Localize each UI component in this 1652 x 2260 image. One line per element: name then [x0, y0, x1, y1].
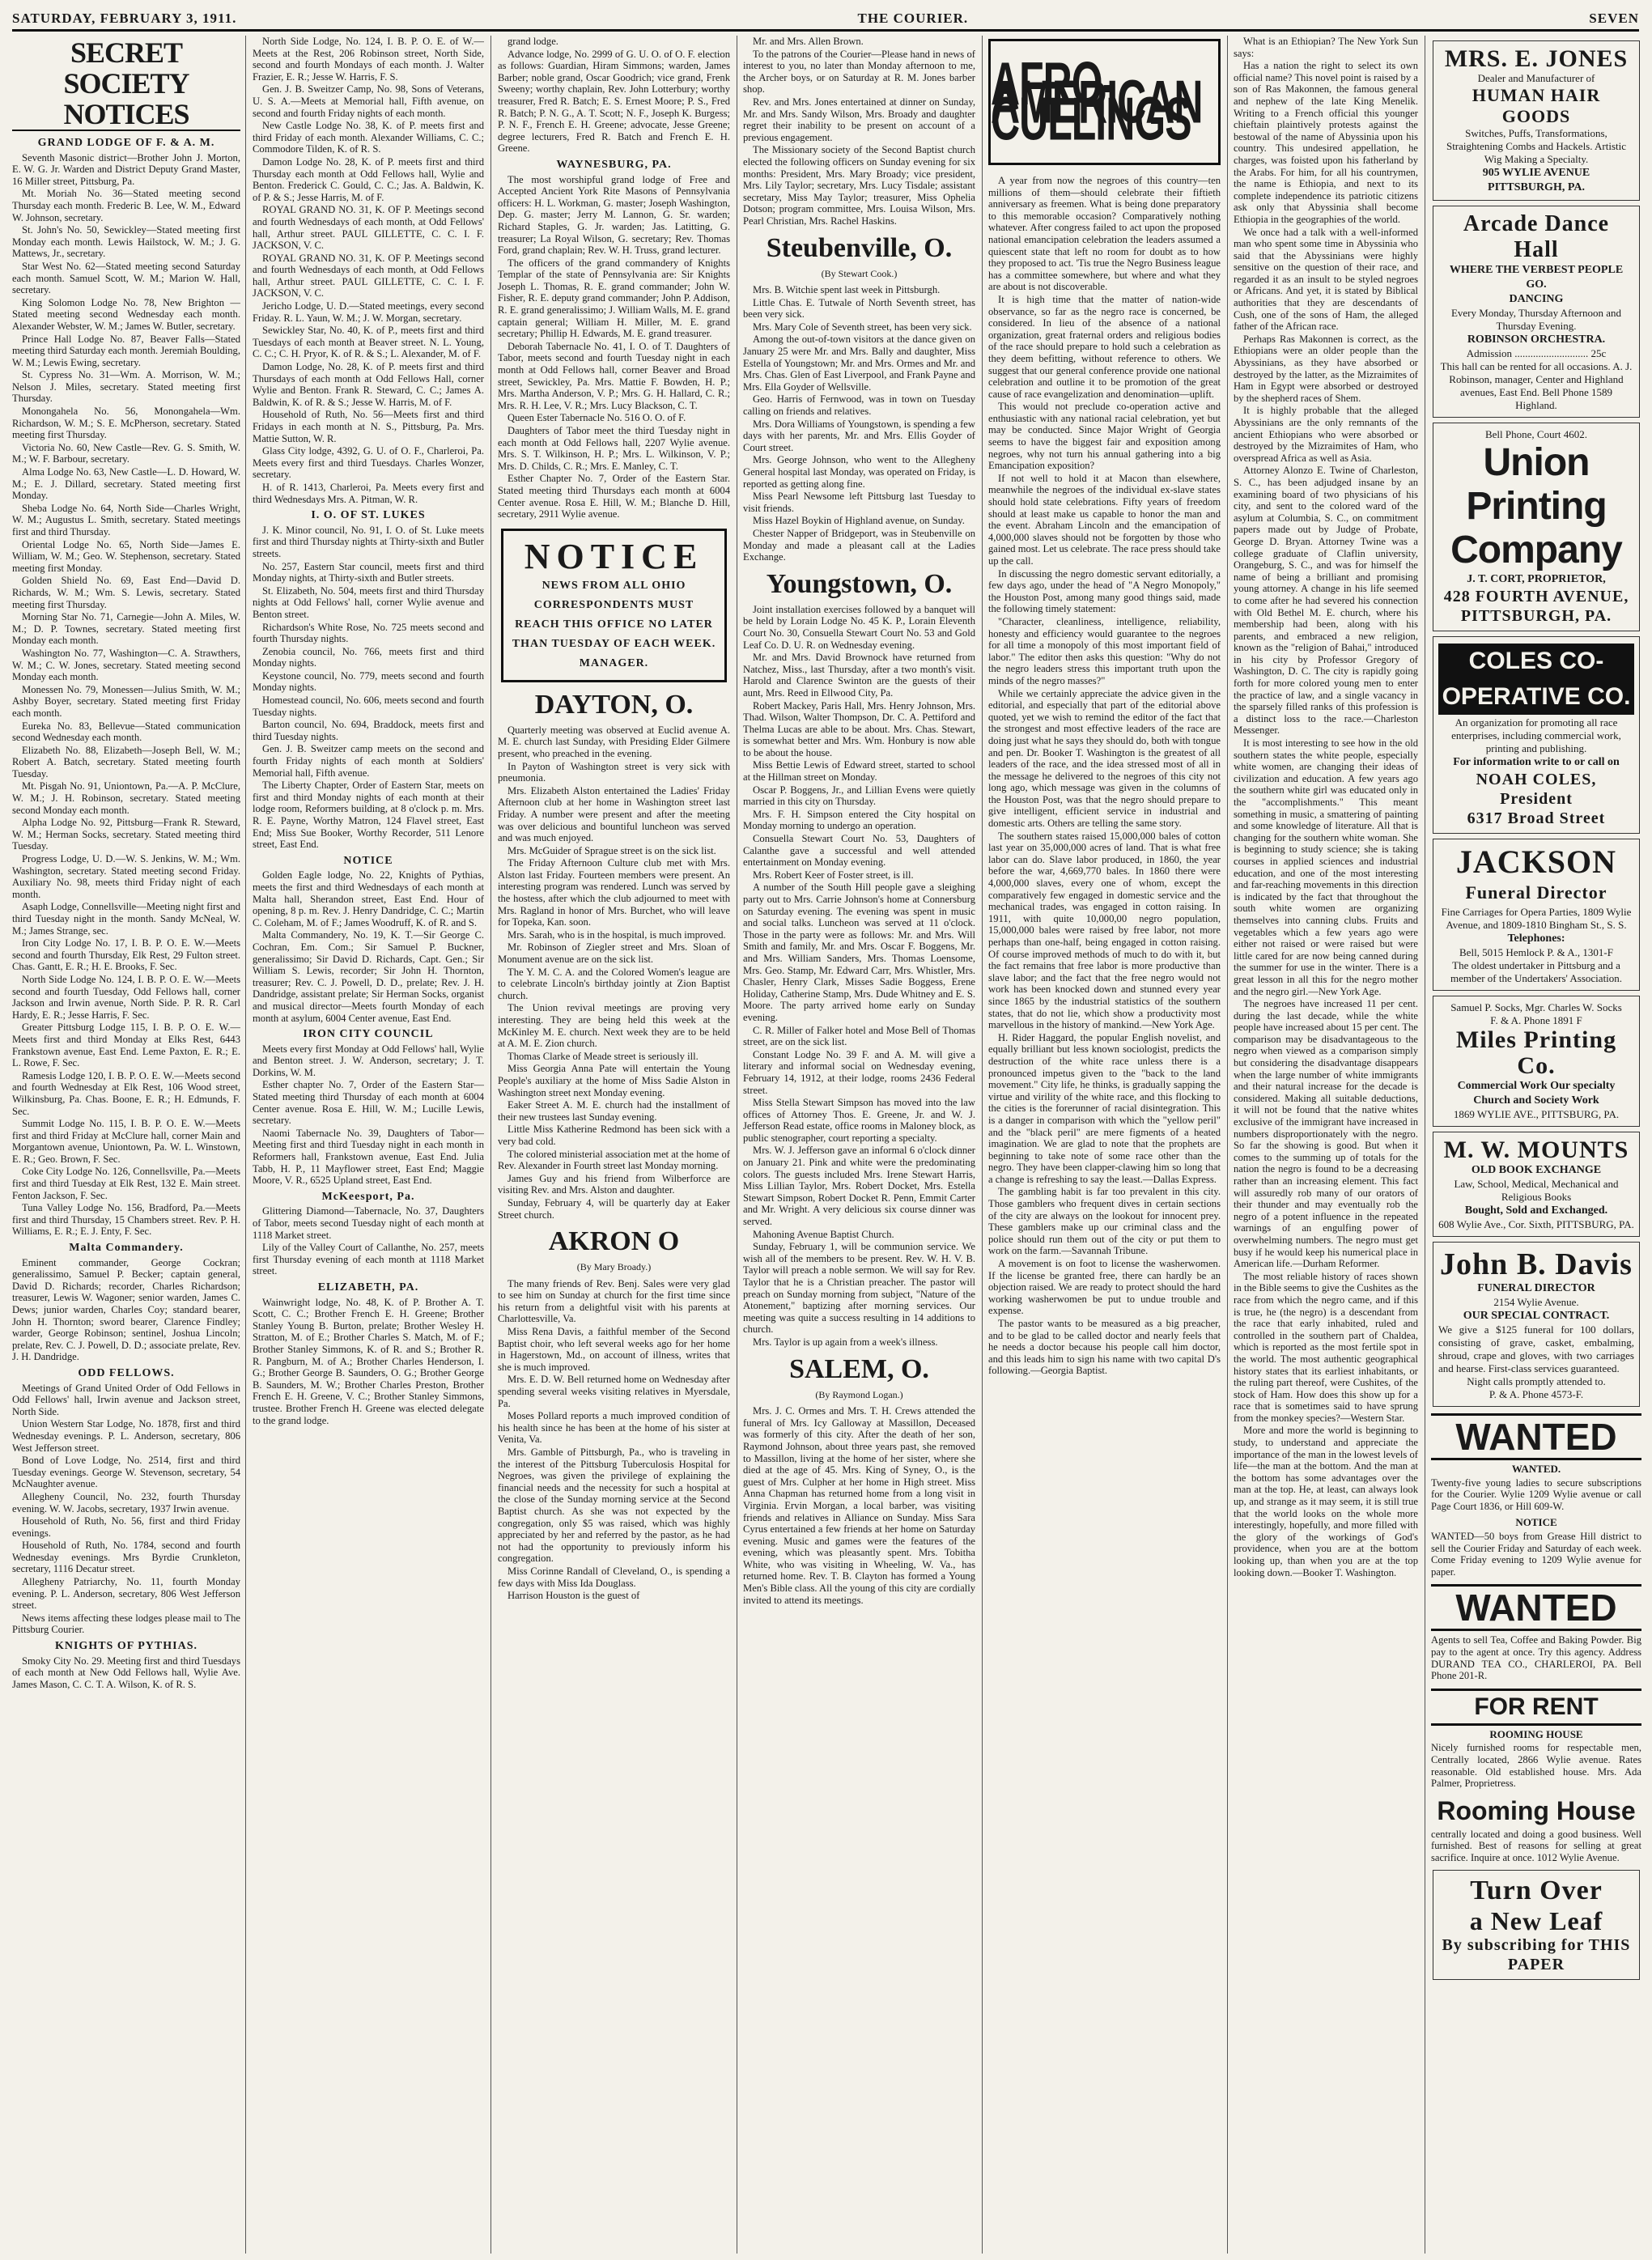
ad-line: We give a $125 funeral for 100 dollars, consisting of grave, casket, embalming, shroud, crape and gloves, with two carriages and hearse. First-class services guaranteed. — [1438, 1323, 1634, 1374]
ad-line: Fine Carriages for Opera Parties, 1809 Wylie Avenue, and 1809-1810 Bingham St., S. S. — [1441, 906, 1632, 931]
paragraph: Sunday, February 1, will be communion service. We wish all of the members to be present. Rev. W. H. V. B. Taylor will preach a noble sermon. We will say for Rev. Taylor that he is a Christian preacher. The pastor will preach on Sunday morning from subject, "Nature of the Atonement," baptizing after morning services. Our meeting was quite a success resulting in 14 additions to church. — [743, 1241, 975, 1336]
paragraph: Esther Chapter No. 7, Order of the Eastern Star. Stated meeting third Thursdays each month at 6004 Center avenue. Rosa E. Hill, W. M.; Blanche D. Hill, secretary, 2911 Wylie avenue. — [498, 473, 730, 520]
paragraph: The many friends of Rev. Benj. Sales were very glad to see him on Sunday at church for the first time since his return from a delightful visit with his parents at Charlottesville, Va. — [498, 1277, 730, 1325]
paragraph: Miss Corinne Randall of Cleveland, O., is spending a few days with Miss Ida Douglass. — [498, 1565, 730, 1589]
paragraph: It is highly probable that the alleged Abyssinians are the only remnants of the ancient Ethiopians who were absorbed or destroyed by the Mizraimites of Ham, who overspread Africa as well as Asia. — [1234, 405, 1418, 464]
ad-line: P. & A. Phone 4573-F. — [1488, 1388, 1584, 1400]
paragraph: ROYAL GRAND NO. 31, K. OF P. Meetings second and fourth Wednesdays of each month, at Odd Fellows hall, Arthur street. PAUL GILLETTE, C. C. I. F. JACKSON, V. C. — [253, 252, 484, 299]
paragraph: Joint installation exercises followed by a banquet will be held by Lorain Lodge No. 45 K. P., Lorain Eleventh Court No. 30, Consuella Stewart Court No. 53 and Gold Leaf Co. D. U. R. on Wednesday evening. — [743, 603, 975, 651]
paragraph: Eureka No. 83, Bellevue—Stated communication second Wednesday each month. — [12, 720, 240, 744]
paragraph: Mt. Pisgah No. 91, Uniontown, Pa.—A. P. McClure, W. M.; J. H. Robinson, secretary. Stated meeting second Monday each month. — [12, 780, 240, 816]
paragraph: Mr. and Mrs. David Brownock have returned from Natchez, Miss., last Thursday, after a two month's visit. Harold and Clarence Swinton are the guests of their aunt, Mrs. Reed in Ellwood City, Pa. — [743, 652, 975, 699]
column-afro-american-cullings — [988, 36, 1221, 2254]
paragraph: Mt. Moriah No. 36—Stated meeting second Thursday each month. Frederic B. Lee, W. M., Edward W. Johnson, secretary. — [12, 188, 240, 223]
paragraph: H. Rider Haggard, the popular English novelist, and equally brilliant but less known sociologist, predicts the destruction of the white race unless there is a pronounced impetus given to the "back to the land movement." City life, he thinks, is gradually sapping the virtue and virility of the white race, and this flocking to the cities is the forerunner of racial disintegration. This is a danger in comparison with which the "yellow peril" and the "black peril" are mere figments of a heated imagination. We are glad to note that the prophets are beginning to take note of some race other than the negro. They have been clapper-clawing him so long that a change is refreshing to say the least.—Dallas Express. — [988, 1031, 1221, 1185]
paragraph: Damon Lodge, No. 28, K. of P. meets first and third Thursdays of each month at Odd Fellows Hall, corner Wylie and Benton. Frank R. Steward, C. C.; James A. Baldwin, K. of R. & S.; Jesse W. Harris, M. of F. — [253, 361, 484, 408]
ad-miles-printing — [1433, 996, 1640, 1127]
paragraph: Golden Eagle lodge, No. 22, Knights of Pythias, meets the first and third Wednesdays of each month at Malta hall, Sherandon street, East End. Hour of opening, 8 p. m. Rev. J. Henry Dandridge, C. C.; Martin C. Coleham, M. of F.; James Woodruff, K. of R. and S. — [253, 869, 484, 928]
paragraph: More and more the world is beginning to study, to understand and appreciate the importance of the man in the lowest levels of life—the man at the bottom. And the man at the bottom has some advantages over the man at the top. He, at least, can always look up, and strange as it may seem, it is still true that the world looks on the whole more interestingly, hopefully, and more filled with the glory of the workings of God's providence, when you are at the bottom looking up, than when you are at the top looking down.—Booker T. Washington. — [1234, 1425, 1418, 1578]
article-body — [253, 1205, 484, 1277]
paragraph: Meets every first Monday at Odd Fellows' hall, Wylie and Benton street. J. W. Anderson, secretary; J. T. Dorkins, W. M. — [253, 1043, 484, 1078]
paragraph: Golden Shield No. 69, East End—David D. Richards, W. M.; Wm. S. Lewis, secretary. Stated meeting first Thursday. — [12, 575, 240, 610]
ad-line: Bought, Sold and Exchanged. — [1464, 1204, 1608, 1217]
ad-line: 905 WYLIE AVENUE — [1482, 167, 1590, 179]
ad-line: For information write to or call on — [1453, 756, 1620, 768]
paragraph: Perhaps Ras Makonnen is correct, as the Ethiopians were an older people than the Abyssinians, as they have absorbed or destroyed by the latter, as the Mizraimites of Ham in Egypt were absorbed or destroyed by the shepherd races of Shem. — [1234, 333, 1418, 404]
dateline-heading: Steubenville, O. — [766, 232, 953, 263]
paragraph: Mrs. Dora Williams of Youngstown, is spending a few days with her parents, Mr. and Mrs. Ellis Goyder of Court street. — [743, 418, 975, 453]
ad-line: NOAH COLES, President — [1476, 771, 1597, 808]
paragraph: Eminent commander, George Cockran; generalissimo, Samuel P. Becker; captain general, David D. Richards; recorder, Charles Richardson; treasurer, Lewis W. Wagoner; senior warden, James C. Dews; junior warden, Charles Coy; standard bearer, John H. Thornton; sword bearer, Clarence Findley; warder, George Robinson; sentinel, Joshua Lincoln; prelate, Rev. C. J. Powell, D. D.; associate prelate, Rev. J. H. Dandridge. — [12, 1256, 240, 1363]
paragraph: ROYAL GRAND NO. 31, K. OF P. Meetings second and fourth Wednesdays of each month, at Odd Fellows' hall, Arthur street. PAUL GILLETTE, C. C. I. F. JACKSON, V. C. — [253, 204, 484, 252]
article-body — [253, 525, 484, 851]
rooming-house-heading: Rooming House — [1437, 1795, 1636, 1825]
ad-line: PITTSBURGH, PA. — [1488, 181, 1585, 193]
paragraph: James Guy and his friend from Wilberforce are visiting Rev. and Mrs. Alston and daughter. — [498, 1172, 730, 1196]
paragraph: The Liberty Chapter, Order of Eastern Star, meets on first and third Monday nights of each month at their lodge room, Reformers building, at 8 o'clock p. m. Mrs. R. E. Payne, Worthy Matron, 124 Flavel street, East End; Miss Sue Booker, Worthy Recorder, 511 Lenore street, East End. — [253, 780, 484, 851]
classified-heading: ROOMING HOUSE — [1489, 1727, 1583, 1740]
paragraph: A year from now the negroes of this country—ten millions of them—should celebrate their fiftieth anniversary as freemen. What is being done preparatory to this memorable occasion? Comparatively nothing whatever. After congress failed to act upon the proposed national emancipation celebration the leaders assumed a quiescent state that left no room for doubt as to how they proposed to act. 'Tis true the Negro Business league has a committee somewhere, but where and what they are about is not discoverable. — [988, 175, 1221, 293]
paragraph: Gen. J. B. Sweitzer Camp, No. 98, Sons of Veterans, U. S. A.—Meets at Memorial hall, Fifth avenue, on second and fourth Friday nights of each month. — [253, 83, 484, 119]
article-body — [12, 1257, 240, 1363]
paragraph: The negroes have increased 11 per cent. during the last decade, while the white people have increased about 15 per cent. The comparison may be disadvantageous to the negro when viewed as a comparison simply but considering the disadvantage disappears when the large number of white immigrants and their natural increase for the decade is considered. Making all suitable deductions, it will not be found that the native whites exclusive of the immigrant have increased in numbers disproportionately with the negro. So far the showing is good. But when it comes to the summing up of totals for the nation the negro is found to be a decreasing rather than an increasing element. This fact will assuredly rob many of our orators of their thunder and may eventually rob the negro of a potent influence in the repeated warnings of an engulfing power of overwhelming numbers. The negro must get busy if he would keep his numerical place in American life.—Durham Reformer. — [1234, 998, 1418, 1270]
ad-line: WHERE THE VERBEST PEOPLE GO. — [1449, 264, 1624, 291]
ad-title: MRS. E. JONES — [1444, 45, 1629, 72]
paragraph: Naomi Tabernacle No. 39, Daughters of Tabor—Meeting first and third Tuesday night in each month in Reformers hall, Frankstown avenue, East End. Julia Tabb, H. P., 11 Mayflower street, East End; Maggie Moore, V. R., 6525 Upland street, East End. — [253, 1127, 484, 1187]
ad-line: Night calls promptly attended to. — [1467, 1375, 1606, 1387]
paragraph: It is most interesting to see how in the old southern states the white people, especially white women, are changing their ideas of civilization and education. A few years ago the southern white girl was educated only in the "accomplishments." This meant something in music, a smattering of painting and some knowledge of literature. All that is changing for the southern white woman. She is beginning to study science; she is taking courses in applied sciences and industrial education, and one of the most interesting and far-reaching movements in this direction is indicated by the fact that throughout the south white women are organizing themselves into canning clubs. Fruits and vegetables which a few years ago were either not raised or were raised but were little cared for are now being canned during the summer for use in the winter. There is a great lesson in all this for the negro mother and the negro girl.—New York Age. — [1234, 737, 1418, 997]
ad-line: Bell Phone, Court 4602. — [1484, 428, 1588, 440]
ad-line: An organization for promoting all race enterprises, including commercial work, printing and publishing. — [1451, 716, 1621, 754]
masthead-date: SATURDAY, FEBRUARY 3, 1911. — [12, 11, 237, 26]
paragraph: Oscar P. Boggens, Jr., and Lillian Evens were quietly married in this city on Thursday. — [743, 784, 975, 808]
article-body — [253, 36, 484, 505]
paragraph: Household of Ruth, No. 1784, second and fourth Wednesday evenings. Mrs Byrdie Crunkleton, secretary, 1116 Decatur street. — [12, 1540, 240, 1575]
paragraph: Daughters of Tabor meet the third Tuesday night in each month at Odd Fellows hall, 2207 Wylie avenue. Mrs. S. T. Wilkinson, H. P.; Mrs. L. Wilkinson, V. P.; Mrs. D. Childs, C. R.; Mrs. E. Manley, C. T. — [498, 425, 730, 472]
ad-mounts-book-exchange — [1433, 1132, 1640, 1237]
ad-line: Law, School, Medical, Mechanical and Religious Books — [1454, 1178, 1619, 1203]
ad-line: Dealer and Manufacturer of — [1477, 72, 1595, 84]
paragraph: Glass City lodge, 4392, G. U. of O. F., Charleroi, Pa. Meets every first and third Tuesdays. Charles Wonzer, secretary. — [253, 445, 484, 481]
paragraph: The gambling habit is far too prevalent in this city. Those gamblers who frequent dives in certain sections of the city are always on the lookout for innocent prey. These gamblers make up our criminal class and the police should run them out of the city or put them to work on the farm.—Savannah Tribune. — [988, 1186, 1221, 1257]
ad-line: F. & A. Phone 1891 F — [1490, 1014, 1582, 1026]
paragraph: Summit Lodge No. 115, I. B. P. O. E. W.—Meets first and third Friday at McClure hall, corner Main and Morgantown avenue, Uniontown, Pa. W. L. Winstown, E. R.; Geo. Brown, F. Sec. — [12, 1118, 240, 1165]
paragraph: Smoky City No. 29. Meeting first and third Tuesdays of each month at New Odd Fellows hall, Wylie Ave. James Mason, C. C. T. A. Wilson, K. of R. S. — [12, 1655, 240, 1690]
paragraph: J. K. Minor council, No. 91, I. O. of St. Luke meets first and third Thursday nights at Thirty-sixth and Butler streets. — [253, 524, 484, 559]
masthead-paper-name: THE COURIER. — [857, 11, 969, 26]
ad-title: JACKSON — [1455, 843, 1617, 880]
classified-text: centrally located and doing a good business. Well furnished. Best of reasons for selling at great sacrifice. Inquire at once. 1012 Wylie Avenue. — [1431, 1828, 1641, 1863]
article-body — [743, 1405, 975, 1606]
paragraph: North Side Lodge No. 124, I. B. P. O. E. W.—Meets second and fourth Tuesday, Odd Fellows hall, corner Jackson and Irwin avenue, North Side. P. R. R. Carl Hardy, E. R.; Jesse Harris, F. Sec. — [12, 973, 240, 1021]
ad-line: 608 Wylie Ave., Cor. Sixth, PITTSBURG, PA. — [1438, 1218, 1634, 1230]
paragraph: Mrs. J. C. Ormes and Mrs. T. H. Crews attended the funeral of Mrs. Icy Galloway at Massillon, Deceased was formerly of this city. After the death of her son, Raymond Johnson, about three years past, she removed to Massillon, living at the home of her sister, where she died at the age of 45. Mrs. King of Syney, O., is the guest of Mrs. Culpher at her home in High street. Miss Anna Chapman has returned home from a long visit in Virginia. Ervin Morgan, a local barber, was visiting friends and relatives in Alliance on Sunday. Miss Sara Cyrus entertained a few friends at her home on Saturday evening. Music and games were the features of the evening, which was pleasantly spent. Mrs. Tobitha White, who was visiting in Wheeling, W. Va., has returned home. Rev. T. B. Clayton has formed a Young Men's Bible class. All the young of this city are cordially invited to attend its meetings. — [743, 1405, 975, 1606]
paragraph: Prince Hall Lodge No. 87, Beaver Falls—Stated meeting third Saturday each month. Jeremiah Boulding, W. M.; Lewis Ewing, secretary. — [12, 333, 240, 368]
ad-line: Every Monday, Thursday Afternoon and Thursday Evening. — [1450, 307, 1622, 332]
paragraph: "Character, cleanliness, intelligence, reliability, honesty and efficiency would guarantee to the negroes for all time a monopoly of this most important field of labor." The editor then asks this question: "Why do not the negro leaders stress this important truth upon the minds of the negro masses?" — [988, 615, 1221, 686]
ad-line: 2154 Wylie Avenue. — [1493, 1296, 1579, 1308]
paragraph: Seventh Masonic district—Brother John J. Morton, E. W. G. Jr. Warden and District Deputy Grand Master, 16 Miller street, Pittsburg, Pa. — [12, 151, 240, 187]
column-ohio-news-2 — [743, 36, 975, 2254]
paragraph: Mrs. B. Witchie spent last week in Pittsburgh. — [753, 284, 941, 296]
article-body — [253, 1297, 484, 1427]
paragraph: Allegheny Council, No. 232, fourth Thursday evening. W. W. Jacobs, secretary, 1937 Irwin avenue. — [12, 1490, 240, 1514]
paragraph: Household of Ruth, No. 56—Meets first and third Fridays in each month at N. S., Pittsburg, Pa. Mrs. Mattie Sutton, W. R. — [253, 409, 484, 444]
paragraph: Mrs. Robert Keer of Foster street, is ill. — [753, 869, 914, 881]
paragraph: Mrs. McGuider of Sprague street is on the sick list. — [507, 844, 716, 856]
paragraph: The officers of the grand commandery of Knights Templar of the state of Pennsylvania are: Sir Knights Joseph L. Thomas, R. E. grand commander; John W. Fisher, R. E. deputy grand commander; John P. Addison, R. E. grand generalissimo; J. William Walls, M. E. grand captain general; William H. Miller, M. E. grand secretary; Phillip H. Edwards, M. E. grand treasurer. — [498, 257, 730, 340]
paragraph: Lily of the Valley Court of Callanthe, No. 257, meets first Thursday evening of each month at 1118 Market street. — [253, 1242, 484, 1277]
ad-line: Admission ............................ 25c — [1466, 347, 1607, 359]
article-body — [12, 1383, 240, 1636]
paragraph: Wainwright lodge, No. 48, K. of P. Brother A. T. Scott, C. C.; Brother French E. H. Greene; Brother Stanley Young B. Burton, prelate; Brother Wesley H. Stratton, M. of E.; Brother Charles S. Match, M. of F.; Brother Stanley Simmons, K. of R. and S.; Brother R. R. Pangburn, M. of A.; Brother Charles Henderson, I. G.; Brother George B. Saunders, O. G.; Brother George B. Saunders, M. W.; Brother Charles Preston, Brother French E. H. Greene, V. C.; Brother Stanley Simmons, trustee. Brother French H. Greene was elected delegate to the grand lodge. — [253, 1296, 484, 1426]
subheading: IRON CITY COUNCIL — [303, 1028, 434, 1041]
ad-turn-over-new-leaf — [1433, 1870, 1640, 1980]
paragraph: Alma Lodge No. 63, New Castle—L. D. Howard, W. M.; E. J. Dillard, secretary. Stated meeting first Monday. — [12, 466, 240, 502]
paragraph: Geo. Harris of Fernwood, was in town on Tuesday calling on friends and relatives. — [743, 393, 975, 418]
ad-union-printing — [1433, 423, 1640, 631]
paragraph: C. R. Miller of Falker hotel and Mose Bell of Thomas street, are on the sick list. — [743, 1024, 975, 1048]
paragraph: While we certainly appreciate the advice given in the editorial, and especially that part of the editorial above quoted, yet we wish to remind the editor of the fact that the strongest and most effective leaders of the race are doing just what he says they should do, both with tongue and pen. Dr. Booker T. Washington is the greatest of all leaders of the race, and the idea stressed most of all in the message he delivered to the negroes of this city not long ago, which message was given in the columns of the Houston Post, was that the negro should prepare to give intelligent, efficient service in industrial and domestic arts. Others are telling the same story. — [988, 687, 1221, 830]
paragraph: Monongahela No. 56, Monongahela—Wm. Richardson, W. M.; S. E. McPherson, secretary. Stated meeting first Thursday. — [12, 406, 240, 441]
paragraph: The most worshipful grand lodge of Free and Accepted Ancient York Rite Masons of Pennsylvania officers: H. L. Workman, G. master; Joseph Washington, Dep. G. master; Jerry M. Lannon, G. Sr. warden; Richard Staples, G. Jr. warden; Jas. Latitting, G. treasurer; La Royal Wilson, G. secretary; Rev. Thomas Ford, grand chaplain; Rev. W. H. Truss, grand lecturer. — [498, 173, 730, 257]
ad-line: OUR SPECIAL CONTRACT. — [1463, 1310, 1610, 1322]
paragraph: Sunday, February 4, will be quarterly day at Eaker Street church. — [498, 1196, 730, 1221]
subheading: I. O. OF ST. LUKES — [311, 509, 426, 522]
paragraph: Among the out-of-town visitors at the dance given on January 25 were Mr. and Mrs. Bally and daughter, Miss Estella of Youngstown; Mr. and Mrs. Ormes and Mr. and Mrs. Chas. Glen of East Liverpool, and Frank Payne and Mrs. Ella Goyder of Wellsville. — [743, 333, 975, 393]
article-body — [1234, 36, 1418, 1578]
article-body — [743, 36, 975, 227]
ad-john-b-davis — [1433, 1242, 1640, 1407]
paragraph: This would not preclude co-operation active and enthusiastic with any national racial celebration, yet but may be conducted. Since Major Wright of Georgia seems to have the biggest fair and exposition among negroes, why not turn his annual gathering into a big Emancipation exposition? — [988, 401, 1221, 472]
subheading: Malta Commandery. — [69, 1242, 184, 1255]
column-rule — [982, 36, 983, 2254]
paragraph: The Union revival meetings are proving very interesting. They are being held this week at the McKinley M. E. church. Next week they are to be held at A. M. E. Zion church. — [498, 1002, 730, 1050]
paragraph: Deborah Tabernacle No. 41, I. O. of T. Daughters of Tabor, meets second and fourth Tuesday night in each month at Odd Fellows hall, corner Beaver and Broad street, Sewickley, Pa. Mrs. Mattie F. Bowden, H. P.; Mrs. Martha Anderson, V. P.; Mrs. G. H. Hallard, C. R.; Mrs. R. H. Lee, V. R.; Mrs. Lucy Blackson, C. T. — [498, 340, 730, 411]
paragraph: In Payton of Washington street is very sick with pneumonia. — [498, 760, 730, 784]
paragraph: Victoria No. 60, New Castle—Rev. G. S. Smith, W. M.; W. F. Barbour, secretary. — [12, 441, 240, 465]
paragraph: Asaph Lodge, Connellsville—Meeting night first and third Tuesday night in the month. Sandy McNeal, W. M.; James Strange, sec. — [12, 901, 240, 937]
article-body — [253, 869, 484, 1024]
ad-title: M. W. MOUNTS — [1443, 1136, 1629, 1163]
paragraph: Sheba Lodge No. 64, North Side—Charles Wright, W. M.; Augustus L. Smith, secretary. Stated meetings first and third Thursday. — [12, 502, 240, 537]
paragraph: Mrs. Taylor is up again from a week's illness. — [753, 1336, 938, 1348]
ad-arcade-dance-hall — [1433, 206, 1640, 418]
paragraph: We once had a talk with a well-informed man who spent some time in Abyssinia who said that the Abyssinians were highly sensitive on the question of their race, and regarded it as an insult to be styled negroes or Africans. And yet, it is stated by Biblical authorities that they are descendants of Cush, one of the sons of Ham, the alleged father of the African race. — [1234, 226, 1418, 333]
subheading: ELIZABETH, PA. — [317, 1281, 419, 1294]
classified-text: WANTED—50 boys from Grease Hill district to sell the Courier Friday and Saturday of each week. Come Friday evening to 1209 Wylie avenue for paper. — [1431, 1530, 1641, 1578]
paragraph: Damon Lodge No. 28, K. of P. meets first and third Thursday each month at Odd Fellows hall, Wylie and Benton. Frederick C. Gould, C. C.; Jas. A. Baldwin, K. of P. & S.; Jesse Harris, M. of F. — [253, 155, 484, 203]
column-ohio-news — [498, 36, 730, 2254]
paragraph: Glittering Diamond—Tabernacle, No. 37, Daughters of Tabor, meets second Tuesday night of each month at 1118 Market street. — [253, 1205, 484, 1241]
paragraph: Eaker Street A. M. E. church had the installment of their new trustees last Sunday evening. — [498, 1099, 730, 1123]
paragraph: Progress Lodge, U. D.—W. S. Jenkins, W. M.; Wm. Washington, secretary. Stated meeting second Friday. Auxiliary No. 98, meets third Friday night of each month. — [12, 853, 240, 900]
ad-line: HUMAN HAIR GOODS — [1472, 85, 1601, 126]
paragraph: Meetings of Grand United Order of Odd Fellows in Odd Fellows' hall, Irwin avenue and Jackson street, North Side. — [12, 1382, 240, 1417]
paragraph: St. John's No. 50, Sewickley—Stated meeting first Monday each month. Lewis Hailstock, W. M.; J. G. Mattews, Jr., secretary. — [12, 224, 240, 260]
paragraph: Constant Lodge No. 39 F. and A. M. will give a literary and informal social on Wednesday evening, February 14, 1912, at their lodge, rooms 2436 Federal street. — [743, 1048, 975, 1096]
paragraph: The Missionary society of the Second Baptist church elected the following officers on Sunday evening for six months: President, Mrs. Mary Broady; vice president, Mrs. Lily Taylor; secretary, Mrs. Lucy Tisdale; assistant secretary, Miss May Taylor; treasurer, Miss Ophelia Dotson; program committee, Mrs. Louisa Wilson, Mrs. Pearl Christian, Mrs. Rachel Haskins. — [743, 144, 975, 227]
paragraph: The Y. M. C. A. and the Colored Women's league are to celebrate Lincoln's birthday jointly at Zion Baptist church. — [498, 966, 730, 1001]
paragraph: The southern states raised 15,000,000 bales of cotton last year on 35,000,000 acres of land. That is what free labor can do. Slave labor produced, in 1860, the year before the war, 4,669,770 bales. In 1860 there were 4,000,000 slaves, every one of whom, except the comparatively few engaged in domestic service and the mechanical trades, was engaged in cotton raising. In 1911, with quite 10,000,00 negro population, 15,000,000 bales were raised by free labor, not more perhaps than one-half, being engaged in cotton raising. Of course improved methods of much to do with it, but the fact remains that free labor is more productive than slave labor; and the fact that the free negro would not work has been knocked down and stunned every year since 1865 by the industrial statistics of the southern states, that do not lie, which show a productivity most marvellous in the history of mankind.—New York Age. — [988, 830, 1221, 1031]
paragraph: Ramesis Lodge 120, I. B. P. O. E. W.—Meets second and fourth Wednesday at Elk Rest, 106 Wood street, Wilkinsburg, Pa. Chas. Boone, E. R.; H. Edmunds, F. Sec. — [12, 1069, 240, 1117]
section-heading: SECRET SOCIETY NOTICES — [12, 37, 240, 131]
paragraph: Robert Mackey, Paris Hall, Mrs. Henry Johnson, Mrs. Thad. Wilson, Walter Thompson, Dr. C. A. Pettiford and Thelma Lucas are able to be about. Mrs. Chas. Stewart, is somewhat better and Mrs. Wm. Honbury is now able to be about the house. — [743, 699, 975, 758]
dateline-heading: AKRON O — [548, 1226, 680, 1257]
column-editorial — [1234, 36, 1418, 2254]
paragraph: Mr. Robinson of Ziegler street and Mrs. Sloan of Monument avenue are on the sick list. — [498, 941, 730, 966]
notice-body: NEWS FROM ALL OHIO CORRESPONDENTS MUST REACH THIS OFFICE NO LATER THAN TUESDAY OF EACH WEEK. MANAGER. — [512, 579, 716, 669]
paragraph: Little Chas. E. Tutwale of North Seventh street, has been very sick. — [743, 296, 975, 321]
wanted-banner: WANTED — [1431, 1584, 1641, 1631]
paragraph: Mrs. E. D. W. Bell returned home on Wednesday after spending several weeks visiting relatives in Myersdale, Pa. — [498, 1374, 730, 1409]
paragraph: Greater Pittsburg Lodge 115, I. B. P. O. E. W.—Meets first and third Monday at Elks Rest, 6443 Frankstown avenue, East End. Leme Paxton, E. R.; E. L. Rowe, F. Sec. — [12, 1022, 240, 1069]
paragraph: Mrs. Mary Cole of Seventh street, has been very sick. — [753, 321, 972, 333]
column-secret-society-notices — [12, 36, 240, 2254]
paragraph: Malta Commandery, No. 19, K. T.—Sir George C. Cochran, Em. Com.; Sir Samuel P. Buckner, generalissimo; Sir David D. Richards, Capt. Gen.; Sir William S. Lewis, recorder; Sir John H. Thornton, treasurer; Rev. C. J. Powell, D. D., prelate; Rev. J. H. Dandridge, assistant prelate; Sir Herman Socks, organist and musical director—Meets fourth Monday of each month at asylum, 6004 Center avenue, East End. — [253, 929, 484, 1024]
classified-text: Nicely furnished rooms for respectable men, Centrally located, 2866 Wylie avenue. Rates reasonable. Old established house. Mrs. Ada Palmer, Proprietress. — [1431, 1742, 1641, 1790]
article-body — [12, 1655, 240, 1691]
ad-line: By subscribing for THIS PAPER — [1442, 1936, 1631, 1974]
article-body — [12, 152, 240, 1238]
paragraph: Star West No. 62—Stated meeting second Saturday each month. Samuel Scott, W. M.; Marion W. Hall, secretary. — [12, 260, 240, 296]
paragraph: Bond of Love Lodge, No. 2514, first and third Tuesday evenings. George W. Stevenson, secretary, 54 McNaughter avenue. — [12, 1455, 240, 1490]
column-rule — [245, 36, 246, 2254]
article-body — [498, 724, 730, 1221]
ad-mrs-jones — [1433, 40, 1640, 201]
ad-line: 1869 WYLIE AVE., PITTSBURG, PA. — [1453, 1108, 1620, 1120]
ad-title: Union Printing Company — [1450, 441, 1622, 571]
ad-line: This hall can be rented for all occasions. A. J. Robinson, manager, Center and Highland avenues, East End. Bell Phone 1589 Highland. — [1440, 360, 1633, 411]
for-rent-banner: FOR RENT — [1431, 1689, 1641, 1726]
paragraph: Coke City Lodge No. 126, Connellsville, Pa.—Meets first and third Tuesday at Elk Rest, 132 E. Main street. Fenton Jackson, F. Sec. — [12, 1166, 240, 1201]
article-body — [498, 36, 730, 155]
notice-box — [501, 529, 727, 682]
paragraph: Elizabeth No. 88, Elizabeth—Joseph Bell, W. M.; Robert A. Batch, secretary. Stated meeting fourth Tuesday. — [12, 744, 240, 780]
paragraph: New Castle Lodge No. 38, K. of P. meets first and third Friday of each month. Alexander Williams, C. C.; Commodore Tilden, K. of R. S. — [253, 120, 484, 155]
article-body — [743, 284, 975, 563]
ad-title: John B. Davis — [1440, 1247, 1633, 1281]
paragraph: To the patrons of the Courier—Please hand in news of interest to you, no later than Monday afternoon to me, the Archer boys, or on Saturday at R. M. Jones barber shop. — [743, 48, 975, 96]
paragraph: H. of R. 1413, Charleroi, Pa. Meets every first and third Wednesdays Mrs. A. Pitman, W. R. — [253, 481, 484, 505]
paragraph: Barton council, No. 694, Braddock, meets first and third Tuesday nights. — [253, 719, 484, 742]
ad-line: a New Leaf — [1469, 1906, 1603, 1936]
paragraph: North Side Lodge, No. 124, I. B. P. O. E. of W.—Meets at the Rest, 206 Robinson street, North Side, second and fourth Mondays of each month. J. Walter Frazier, E. R.; Jesse W. Harris, F. S. — [253, 36, 484, 83]
paragraph: Advance lodge, No. 2999 of G. U. O. of O. F. election as follows: Guardian, Hiram Simmons; warden, James Barber; noble grand, Oscar Goodrich; vice grand, Frenk Sweeny; worthy chaplain, Rev. John Lotterbury; worthy treasurer, Fred R. Batch; E. S. Ernest Moore; P. S., Fred R. Batch; P. N. G., A. T. Scott; N. F., Joseph K. Burgess; P. N. F., French E. H. Greene; advocate, Jesse Greene; degree lecturers, Fred R. Batch and French E. H. Greene. — [498, 48, 730, 155]
classified-heading: WANTED. — [1511, 1463, 1561, 1475]
paragraph: Mrs. F. H. Simpson entered the City hospital on Monday morning to undergo an operation. — [743, 808, 975, 832]
paragraph: A number of the South Hill people gave a sleighing party out to Mrs. Carrie Johnson's home at Connersburg on Saturday evening. The evening was spent in music and social talks. Luncheon was served at 11 o'clock. Those in the party were as follows: Mr. and Mrs. Will Smith and family, Mr. and Mrs. Oscar F. Boggens, Mr. and Mrs. William Sanders, Mrs. Thomas Loensome, Mrs. Geo. Stamp, Mr. Edward Carr, Mrs. Whistler, Mrs. Chasler, Henry Clark, Misses Sadie Boggess, Erene Holiday, Catherine Stamp, Mrs. Dude Whitney and E. S. Moore. The party arrived home early on Sunday evening. — [743, 881, 975, 1023]
ad-coles-cooperative — [1433, 636, 1640, 834]
paragraph: Mr. and Mrs. Allen Brown. — [753, 36, 864, 47]
paragraph: Household of Ruth, No. 56, first and third Friday evenings. — [12, 1515, 240, 1539]
cullings-heading-box — [988, 39, 1221, 165]
subheading: ODD FELLOWS. — [78, 1366, 175, 1379]
paragraph: Mrs. Sarah, who is in the hospital, is much improved. — [507, 928, 726, 941]
column-lodge-notices — [253, 36, 484, 2254]
paragraph: Mahoning Avenue Baptist Church. — [753, 1228, 894, 1240]
paragraph: The most reliable history of races shown in the Bible seems to give the Cushites as the race from which the negro came, and if this is true, he (the negro) is a descendant from the race that early inhabited, ruled and controlled in the southern part of Chaldea, which is reported as the most fertile spot in the world. The most authentic geographical history states that its earliest inhabitants, or the ruling part thereof, were Cushites, of the stock of Ham. How does this show up for a race that is sometimes said to have sprung from the monkey species?—Western Star. — [1234, 1270, 1418, 1424]
ad-line: OLD BOOK EXCHANGE — [1471, 1164, 1602, 1176]
paragraph: Miss Georgia Anna Pate will entertain the Young People's auxiliary at the home of Miss Sadie Alston in Washington street next Monday evening. — [498, 1063, 730, 1098]
paragraph: What is an Ethiopian? The New York Sun says: — [1234, 36, 1418, 59]
byline: (By Mary Broady.) — [576, 1261, 652, 1273]
paragraph: Chester Napper of Bridgeport, was in Steubenville on Monday and made a pleasant call at the Ladies Exchange. — [743, 527, 975, 563]
paragraph: Union Western Star Lodge, No. 1878, first and third Wednesday evenings. P. L. Anderson, secretary, 806 West Jefferson street. — [12, 1418, 240, 1454]
ad-line: 428 FOURTH AVENUE, — [1443, 588, 1629, 605]
ad-title: Arcade Dance Hall — [1463, 211, 1610, 262]
article-body — [253, 1043, 484, 1187]
paragraph: Consuella Stewart Court No. 53, Daughters of Calanthe gave a successful and well attended entertainment on Monday evening. — [743, 833, 975, 869]
paragraph: Mrs. George Johnson, who went to the Allegheny General hospital last Monday, was operated on Friday, is reported as getting along fine. — [743, 454, 975, 490]
ad-line: Church and Society Work — [1473, 1094, 1599, 1107]
ad-line: J. T. CORT, PROPRIETOR, — [1467, 573, 1606, 585]
paragraph: St. Elizabeth, No. 504, meets first and third Thursday nights at Odd Fellows' hall, corner Wylie avenue and Benton street. — [253, 584, 484, 620]
paragraph: St. Cypress No. 31—Wm. A. Morrison, W. M.; Nelson J. Miles, secretary. Stated meeting first Thursday. — [12, 369, 240, 405]
paragraph: Mrs. W. J. Jefferson gave an informal 6 o'clock dinner on January 21. Pink and white were the predominating colors. The guests included Mrs. Irene Stewart Harris, Miss Lillian Taylor, Mrs. Robert Docket, Mrs. Estella Stewart Simpson, Robert Docket R. Penn, Emmit Carter and Mr. Wright. A very delicious six course dinner was served. — [743, 1145, 975, 1228]
paragraph: It is high time that the matter of nation-wide observance, so far as the negro race is concerned, be considered. In lieu of the absence of a national organization, great fraternal orders and religious bodies of the race should prepare to hold such a celebration as they deem befitting, without reference to others. We suggest that our general conference provide one national celebration and outline it to be promotion of the great cause of race evangelization and denomination—uplift. — [988, 293, 1221, 400]
paragraph: Richardson's White Rose, No. 725 meets second and fourth Thursday nights. — [253, 621, 484, 645]
paragraph: Morning Star No. 71, Carnegie—John A. Miles, W. M.; D. P. Townes, secretary. Stated meeting first Monday each month. — [12, 611, 240, 647]
paragraph: If not well to hold it at Macon than elsewhere, meanwhile the negroes of the individual ex-slave states should hold state celebrations. Fifty years of freedom should at least make us capable to honor the man and the event. Abraham Lincoln and the emancipation of 4,000,000 slaves should not be forgotten by those who gained most. Let us celebrate. The race press should take up the call. — [988, 472, 1221, 567]
paragraph: Oriental Lodge No. 65, North Side—James E. William, W. M.; Geo. W. Stephenson, secretary. Stated meeting first Monday. — [12, 538, 240, 574]
ad-line: Samuel P. Socks, Mgr. Charles W. Socks — [1450, 1001, 1622, 1013]
paragraph: Mrs. Gamble of Pittsburgh, Pa., who is traveling in the interest of the Pittsburg Tuberculosis Hospital for Negroes, was given the privilege of explaining the financial needs and the necessity for such a hospital at the close of the Sunday morning service at the Second Baptist church. As she was not expected by the congregation, only $5 was raised, which was highly appreciated by her and referred by the pastor, as he had not had the opportunity to previously inform his congregation. — [498, 1446, 730, 1565]
paragraph: Attorney Alonzo E. Twine of Charleston, S. C., has been adjudged insane by an examining board of two physicians of his city, and sent to the colored ward of the asylum at Columbia, S. C., on commitment papers made out by Judge of Probate, George D. Bryan. Attorney Twine was a college graduate of Claflin university, Orangeburg, S. C., and was for himself the name of being a brilliant and promising young attorney. A change in his life seemed to come after he had severed his connection with Old Bethel M. E. church, where his membership had been, along with his parents, and embraced a new religion, known as the "religion of Bahai," introduced in his city by Professor Gregory of Washington, D. C. The city is rapidly going forth for more colored young men to enter the practice of law, and a single vacancy in the sparsely filled ranks of this profession is a distinct loss to the race.—Charleston Messenger. — [1234, 465, 1418, 737]
article-body — [743, 604, 975, 1349]
ad-line: The oldest undertaker in Pittsburg and a member of the Undertakers' Association. — [1450, 959, 1623, 984]
ad-line: DANCING — [1509, 293, 1564, 305]
paragraph: Homestead council, No. 606, meets second and fourth Tuesday nights. — [253, 695, 484, 718]
ad-title: Turn Over — [1470, 1876, 1603, 1906]
paragraph: Moses Pollard reports a much improved condition of his health since he has been at the home of his sister at Venita, Va. — [498, 1410, 730, 1446]
paragraph: Miss Hazel Boykin of Highland avenue, on Sunday. — [753, 515, 965, 527]
paragraph: Allegheny Patriarchy, No. 11, fourth Monday evening. P. L. Anderson, secretary, 806 West Jefferson street. — [12, 1576, 240, 1612]
article-body — [498, 174, 730, 520]
dateline-heading: DAYTON, O. — [534, 689, 694, 720]
paragraph: Queen Ester Tabernacle No. 516 O. O. of F. — [507, 412, 686, 424]
subheading: GRAND LODGE OF F. & A. M. — [37, 137, 215, 149]
ad-title: COLES CO-OPERATIVE CO. — [1438, 644, 1634, 715]
paragraph: The pastor wants to be measured as a big preacher, and to be glad to be called doctor and nearly feels that he needs a doctor because his people call him doctor, and this leads him to sign his name with two capital D's following.—Georgia Baptist. — [988, 1318, 1221, 1377]
ad-line: PITTSBURGH, PA. — [1460, 607, 1612, 625]
paragraph: Miss Rena Davis, a faithful member of the Second Baptist choir, who left several weeks ago for her home in Hagerstown, Md., on account of illness, writes that she is much improved. — [498, 1326, 730, 1373]
column-advertisements — [1431, 36, 1641, 2254]
paragraph: Zenobia council, No. 766, meets first and third Monday nights. — [253, 645, 484, 669]
paragraph: Esther chapter No. 7, Order of the Eastern Star—Stated meeting third Thursday of each month at 6004 Center avenue. Rosa E. Hill, W. M.; Lucille Lewis, secretary. — [253, 1079, 484, 1127]
subheading: McKeesport, Pa. — [321, 1190, 415, 1203]
subheading: KNIGHTS OF PYTHIAS. — [54, 1640, 197, 1653]
wanted-banner: WANTED — [1431, 1413, 1641, 1460]
article-body — [498, 1278, 730, 1602]
dateline-heading: Youngstown, O. — [766, 568, 953, 599]
article-body — [988, 175, 1221, 1377]
paragraph: No. 257, Eastern Star council, meets first and third Monday nights, at Thirty-sixth and Butler streets. — [253, 560, 484, 584]
ad-line: Bell, 5015 Hemlock P. & A., 1301-F — [1459, 946, 1613, 958]
paragraph: News items affecting these lodges please mail to The Pittsburg Courier. — [12, 1612, 240, 1636]
masthead-rule — [12, 29, 1639, 32]
byline: (By Stewart Cook.) — [821, 267, 898, 279]
paragraph: Thomas Clarke of Meade street is seriously ill. — [507, 1050, 699, 1062]
paragraph: Quarterly meeting was observed at Euclid avenue A. M. E. church last Sunday, with Presiding Elder Gilmere present, who preached in the evening. — [498, 724, 730, 759]
ad-line: Funeral Director — [1465, 882, 1607, 903]
dateline-heading: SALEM, O. — [789, 1353, 929, 1384]
paragraph: Gen. J. B. Sweitzer camp meets on the second and fourth Friday nights of each month at Soldiers' Memorial hall, Fifth avenue. — [253, 743, 484, 779]
classified-text: Twenty-five young ladies to secure subscriptions for the Courier. Wylie 1209 Wylie avenue or call Page Court 1836, or Hill 609-W. — [1431, 1476, 1641, 1512]
paragraph: A movement is on foot to license the washerwomen. If the license be granted free, there can hardly be an objection raised. We are ready to protect should the hard working washerwomen be put to undue trouble and expense. — [988, 1258, 1221, 1317]
paragraph: Jericho Lodge, U. D.—Stated meetings, every second Friday. R. L. Yaun, W. M.; J. W. Morgan, secretary. — [253, 300, 484, 324]
paragraph: Rev. and Mrs. Jones entertained at dinner on Sunday, Mr. and Mrs. Sandy Wilson, Mrs. Broady and daughter regret their inability to be present on account of a previous engagement. — [743, 96, 975, 143]
byline: (By Raymond Logan.) — [815, 1388, 903, 1400]
paragraph: Has a nation the right to select its own official name? This novel point is raised by a son of Ras Makonnen, the famous general and nephew of the late King Menelik. Writing to a French official this younger chieftain plaintively protests against the bestowal of the name of Abyssinia upon his country. This undesired appellation, he charges, was foisted upon his fatherland by the Arabs. For him, for all his countrymen, the name is Ethiopia, and next to its complete independence its patriotic citizens ask only that Abyssinia shall become Ethiopia in the geographies of the world. — [1234, 60, 1418, 225]
ad-line: Commercial Work Our specialty — [1457, 1080, 1616, 1092]
paragraph: Miss Stella Stewart Simpson has moved into the law offices of Attorney Thos. E. Greene, Jr. and W. J. Jefferson Read estate, office rooms in Maloney block, as public stenographer, court reporting a specialty. — [743, 1097, 975, 1144]
paragraph: The Friday Afternoon Culture club met with Mrs. Alston last Friday. Fourteen members were present. An interesting program was rendered. Lunch was served by the hostess, after which the club adjourned to meet with Mrs. Ragland in honor of Mrs. Burchet, who will leave for Topeka, Kan. soon. — [498, 857, 730, 928]
cullings-heading: AFRO-AMERICAN CULLINGS — [991, 49, 1203, 154]
masthead-page-number: SEVEN — [1589, 11, 1639, 26]
paragraph: Tuna Valley Lodge No. 156, Bradford, Pa.—Meets first and third Thursday, 15 Chambers street. Rev. P. H. Williams, E. R.; E. J. Enty, F. Sec. — [12, 1202, 240, 1238]
classified-heading: NOTICE — [1515, 1516, 1557, 1529]
paragraph: Sewickley Star, No. 40, K. of P., meets first and third Tuesdays of each month at Beaver street. N. L. Young, C. C.; C. H. Pryor, K. of R. & S.; L. Alexander, M. of F. — [253, 325, 484, 360]
paragraph: Little Miss Katherine Redmond has been sick with a very bad cold. — [498, 1124, 730, 1147]
subheading: WAYNESBURG, PA. — [556, 158, 672, 171]
ad-jackson-funeral — [1433, 839, 1640, 991]
paragraph: King Solomon Lodge No. 78, New Brighton — Stated meeting second Wednesday each month. Alexander Webster, W. M.; James W. Butler, secretary. — [12, 296, 240, 332]
paragraph: grand lodge. — [507, 36, 558, 47]
paragraph: The colored ministerial association met at the home of Rev. Alexander in Fourth street last Monday morning. — [498, 1148, 730, 1172]
paragraph: Harrison Houston is the guest of — [507, 1590, 640, 1602]
paragraph: Washington No. 77, Washington—C. A. Strawthers, W. M.; C. W. Jones, secretary. Stated meeting second Monday each month. — [12, 647, 240, 683]
ad-title: Miles Printing Co. — [1455, 1026, 1617, 1079]
paragraph: Monessen No. 79, Monessen—Julius Smith, W. M.; Ashby Boyer, secretary. Stated meeting first Friday each month. — [12, 683, 240, 719]
notice-title: NOTICE — [524, 536, 704, 576]
paragraph: Iron City Lodge No. 17, I. B. P. O. E. W.—Meets second and fourth Thursday, Elk Rest, 29 Fulton street. Chas. Gantt, E. R.; H. E. Brooks, F. Sec. — [12, 937, 240, 973]
ad-line: Telephones: — [1507, 932, 1565, 945]
masthead — [12, 10, 1639, 28]
ad-line: ROBINSON ORCHESTRA. — [1467, 333, 1606, 346]
ad-line: 6317 Broad Street — [1467, 809, 1606, 827]
paragraph: In discussing the negro domestic servant editorially, a few days ago, under the head of "A Negro Monopoly," the Houston Post, among many good things said, made the following timely statement: — [988, 567, 1221, 615]
subheading: NOTICE — [343, 854, 393, 867]
classified-text: Agents to sell Tea, Coffee and Baking Powder. Big pay to the agent at once. Try this agency. Address DURAND TEA CO., CHARLEROI, PA. Bell Phone 201-R. — [1431, 1634, 1641, 1682]
ad-line: Switches, Puffs, Transformations, Straightening Combs and Hackels. Artistic Wig Making a Specialty. — [1446, 127, 1627, 165]
paragraph: Miss Pearl Newsome left Pittsburg last Tuesday to visit friends. — [743, 491, 975, 514]
paragraph: Keystone council, No. 779, meets second and fourth Monday nights. — [253, 669, 484, 694]
paragraph: Miss Bettie Lewis of Edward street, started to school at the Hillman street on Monday. — [743, 759, 975, 784]
paragraph: Mrs. Elizabeth Alston entertained the Ladies' Friday Afternoon club at her home in Washington street last Friday. A number were present and after the meeting was over delicious and bountiful luncheon was served and was much enjoyed. — [498, 784, 730, 844]
column-rule — [1227, 36, 1228, 2254]
ad-line: FUNERAL DIRECTOR — [1477, 1282, 1595, 1294]
paragraph: Alpha Lodge No. 92, Pittsburg—Frank R. Steward, W. M.; Herman Socks, secretary. Stated meeting third Tuesday. — [12, 817, 240, 852]
